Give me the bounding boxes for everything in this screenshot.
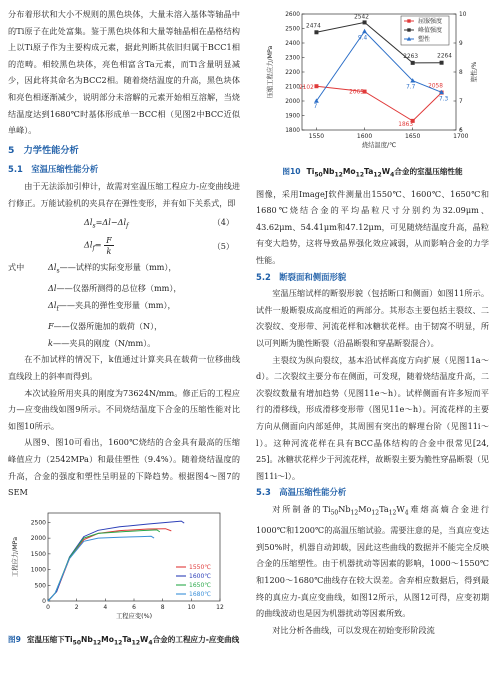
fig9-y-tick-label: 0 bbox=[42, 597, 46, 605]
fig9-legend-label: 1600℃ bbox=[189, 572, 212, 580]
sec53-paragraph-1: 对所制备的$Ti_{50}Nb_{12}Mo_{12}Ta_{12}W_4$难熔高熵合金进行1000℃和1200℃的高温压缩试验。需要注意的是，当真应变达到50%时，机器自动卸载，因此这些曲线的数据并不能完全反映合金的压缩塑性。由于机器扰动等因素的影响，1000～1550℃和1200～1680℃曲线存在较大误差。舍弃相应数据后，得到最终的真应力-真应变曲线，如图12所示，从图12可得，应变初期的曲线波动也是因为机器扰动等因素所致。 bbox=[256, 503, 489, 619]
def-text: ——仪器所施加的载荷（N）， bbox=[53, 321, 163, 332]
sec51-paragraph-1: 由于无法添加引伸计，故需对室温压缩工程应力-应变曲线进行修正。万能试验机的夹具存在弹性变形，并有如下关系式，即 bbox=[8, 180, 240, 208]
fig9-x-tick-label: 6 bbox=[132, 603, 136, 611]
fig9-y-tick-label: 2000 bbox=[30, 534, 46, 542]
def-symbol: k bbox=[48, 337, 53, 348]
fig10-point bbox=[440, 61, 444, 65]
fig10-point bbox=[362, 29, 367, 33]
fig9-x-tick-label: 10 bbox=[187, 603, 196, 611]
section-5-heading: 5 力学性能分析 bbox=[8, 144, 79, 156]
fig10-y2-axis-label: 塑性/% bbox=[471, 61, 478, 83]
fig9-x-tick-label: 12 bbox=[216, 603, 224, 611]
fig9-x-tick-label: 2 bbox=[74, 603, 79, 611]
fig10-data-label: 7.3 bbox=[438, 96, 449, 103]
fig10-data-label: 1863 bbox=[398, 121, 414, 128]
fig10-x-tick-label: 1600 bbox=[356, 133, 373, 140]
definition-row bbox=[8, 335, 240, 352]
fig10-y-tick-label: 2200 bbox=[285, 70, 300, 76]
fig10-y2-tick-label: 6 bbox=[459, 128, 463, 134]
sec51-paragraph-4: 从图9、图10可看出，1600℃烧结的合金具有最高的压缩峰值应力（2542MPa）和最佳塑性（9.4%）。随着烧结温度的升高，合金的强度和塑性呈明显的下降趋势。根据图4～图7的SEM bbox=[8, 437, 240, 498]
fig10-x-tick-label: 1550 bbox=[308, 133, 325, 140]
fig10-x-tick-label: 1700 bbox=[453, 133, 469, 140]
equation-4: $\Delta l_s=\Delta l-\Delta l_f$ （4） bbox=[84, 217, 234, 230]
fig9-y-tick-label: 2500 bbox=[30, 519, 46, 527]
grain-size-paragraph: 图像，采用ImageJ软件测量出1550℃、1600℃、1650℃和1680℃烧结合金的平均晶粒尺寸分别约为32.09μm、43.62μm、54.41μm和47.12μm，可见随烧结温度升高，晶粒有变大趋势，这将导致晶界强化效应减弱，从而影响合金的力学性能。 bbox=[256, 188, 489, 266]
left-column bbox=[8, 6, 240, 652]
defs-lead: 式中 bbox=[8, 262, 25, 273]
sec52-paragraph-1: 室温压缩试样的断裂形貌（包括断口和侧面）如图11所示。试件一般断裂成高度相近的两部分。其形态主要包括主裂纹、二次裂纹、变形带、河流花样和冰糖状花样。由于韧窝不明显，所以可判断为脆性断裂（沿晶断裂和穿晶断裂混合）。 bbox=[256, 288, 489, 349]
fig10-data-label: 2542 bbox=[354, 14, 369, 21]
fig9-x-tick-label: 0 bbox=[46, 603, 50, 611]
symbol-definitions bbox=[8, 259, 240, 351]
def-symbol: Δl bbox=[48, 283, 57, 294]
fig9-y-tick-label: 1500 bbox=[30, 550, 46, 558]
figure-9 bbox=[8, 505, 240, 653]
fig10-point bbox=[363, 20, 367, 24]
sec52-paragraph-2: 主裂纹为纵向裂纹，基本沿试样高度方向扩展（见图11a～d）。二次裂纹主要分布在侧面，可发现，随着烧结温度升高，二次裂纹数量有增加趋势（见图11e～h）。试样侧面有许多短而平行的滑移线，形成滑移变形带（图见11e～h）。河流花样的主要方向从侧面向内部延伸，其周围有突出的解理台阶（见图11i～l）。这种河流花样在具有BCC晶体结构的合金中很常见[24, 25]。冰糖状花样少于河流花样，故断裂主要为脆性穿晶断裂（见图11i～l）。 bbox=[256, 354, 489, 481]
fig9-x-tick-label: 8 bbox=[160, 603, 165, 611]
sec51-paragraph-2: 在不加试样的情况下，k值通过计算夹具在载荷一位移曲线直线段上的斜率而得到。 bbox=[8, 354, 240, 381]
def-text: ——夹具的弹性变形量（mm）， bbox=[58, 299, 176, 310]
fig9-legend-label: 1550℃ bbox=[189, 563, 212, 571]
definition-row: 式中 $\Delta l_s——$试样的实际变形量（mm）， bbox=[8, 259, 240, 280]
def-text: ——仪器所测得的总位移（mm）， bbox=[56, 283, 182, 294]
fig10-y2-tick-label: 10 bbox=[459, 12, 467, 18]
section-5-3-heading: 5.3 高温压缩性能分析 bbox=[256, 487, 347, 498]
fig10-point bbox=[314, 30, 318, 34]
fig9-series-line bbox=[48, 530, 160, 601]
fig9-x-axis-label: 工程应变(%) bbox=[115, 612, 153, 620]
def-text: ——试样的实际变形量（mm）， bbox=[59, 262, 177, 273]
fig9-y-tick-label: 1000 bbox=[30, 566, 46, 574]
def-symbol: Δl bbox=[48, 262, 57, 273]
fig10-y-tick-label: 1900 bbox=[285, 113, 300, 120]
definition-row bbox=[8, 280, 240, 297]
fig10-chart bbox=[256, 6, 489, 156]
definition-row bbox=[8, 318, 240, 335]
fig9-chart bbox=[8, 505, 240, 625]
fig10-y-tick-label: 1800 bbox=[285, 128, 300, 134]
fig10-data-label: 2058 bbox=[428, 83, 443, 90]
def-symbol: Δl bbox=[48, 299, 57, 310]
def-symbol: F bbox=[48, 321, 54, 332]
fig9-y-tick-label: 500 bbox=[34, 581, 46, 589]
fig10-legend-label: 塑性 bbox=[418, 36, 431, 44]
fig10-data-label: 2102 bbox=[299, 85, 314, 92]
fig10-point bbox=[314, 84, 318, 88]
fig10-y-axis-label: 压缩工程应力/MPa bbox=[267, 45, 274, 99]
fig10-y2-tick-label: 8 bbox=[459, 70, 463, 76]
figure-10 bbox=[256, 6, 489, 184]
fig10-y-tick-label: 2100 bbox=[285, 84, 300, 91]
fig9-legend-label: 1650℃ bbox=[189, 581, 212, 589]
fig10-y-tick-label: 2400 bbox=[285, 41, 300, 47]
intro-paragraph: 分布着形状和大小不规则的黑色块体，大量未溶入基体等轴晶中的Ti原子在此处富集。鉴于黑色块体和大量等轴晶相在晶格结构上以Ti原子作为主要构成元素，据此判断其依旧归属于BCC1相的范畴。相较黑色块体，亮色相富含Ta元素，而Ti含量明显减少，因此将其命名为BCC2相。随着烧结温度的升高，黑色块体和亮色相逐渐减少，说明部分未溶解的元素开始相互溶解，当烧结温度达到1680℃时基体形成单一BCC相（见图2中BCC近似单峰）。 bbox=[8, 9, 240, 136]
fig10-point bbox=[411, 61, 415, 65]
fig10-y-tick-label: 2000 bbox=[285, 99, 300, 105]
fig10-y-tick-label: 2600 bbox=[285, 12, 300, 18]
fig10-data-label: 9.4 bbox=[357, 35, 368, 42]
fig10-y-tick-label: 2300 bbox=[285, 55, 300, 62]
fig10-legend-marker bbox=[407, 19, 410, 22]
fig10-x-tick-label: 1650 bbox=[405, 133, 421, 140]
right-column bbox=[256, 6, 489, 638]
fig9-y-axis-label: 工程应力/MPa bbox=[12, 536, 19, 577]
section-5-1-heading: 5.1 室温压缩性能分析 bbox=[8, 164, 99, 175]
sec51-paragraph-3: 本次试验所用夹具的刚度为73624N/mm。修正后的工程应力—应变曲线如图9所示。不同烧结温度下合金的压缩性能对比如图10所示。 bbox=[8, 387, 240, 431]
fig9-legend-label: 1680℃ bbox=[189, 590, 212, 598]
sec53-paragraph-2: 对比分析各曲线，可以发现在初始变形阶段流 bbox=[272, 624, 435, 635]
fig9-series-line bbox=[48, 536, 154, 601]
fig10-legend-label: 峰值强度 bbox=[418, 27, 443, 35]
fig10-y-tick-label: 2500 bbox=[285, 26, 300, 33]
fig10-legend-marker bbox=[407, 28, 410, 31]
fig10-data-label: 7.7 bbox=[406, 84, 416, 91]
fig10-data-label: 2263 bbox=[403, 53, 419, 60]
fig10-legend-label: 屈服强度 bbox=[418, 18, 443, 26]
fig10-x-axis-label: 烧结温度/℃ bbox=[361, 142, 397, 149]
fig10-caption: 图10 $Ti_{50}Nb_{12}Mo_{12}Ta_{12}W_4$合金的室温压缩性能 bbox=[282, 166, 463, 179]
fig10-data-label: 7 bbox=[313, 104, 318, 110]
fig10-y2-tick-label: 9 bbox=[459, 41, 463, 47]
definition-row: $\Delta l_f——$夹具的弹性变形量（mm）， bbox=[48, 299, 176, 313]
fig10-data-label: 2474 bbox=[306, 23, 321, 30]
fig10-y2-tick-label: 7 bbox=[459, 99, 463, 105]
def-text: ——夹具的刚度（N/mm）。 bbox=[52, 337, 156, 348]
equation-5: $\Delta l_f=$ $\frac{F}{k}$ （5） bbox=[84, 235, 234, 257]
section-5-2-heading: 5.2 断裂面和侧面形貌 bbox=[256, 271, 347, 282]
fig9-caption: 图9 室温压缩下$Ti_{50}Nb_{12}Mo_{12}Ta_{12}W_4$合金的工程应力-应变曲线 bbox=[8, 635, 240, 647]
fig10-data-label: 2264 bbox=[437, 53, 452, 60]
fig9-x-tick-label: 4 bbox=[103, 603, 108, 611]
fig10-data-label: 2065 bbox=[349, 89, 364, 96]
